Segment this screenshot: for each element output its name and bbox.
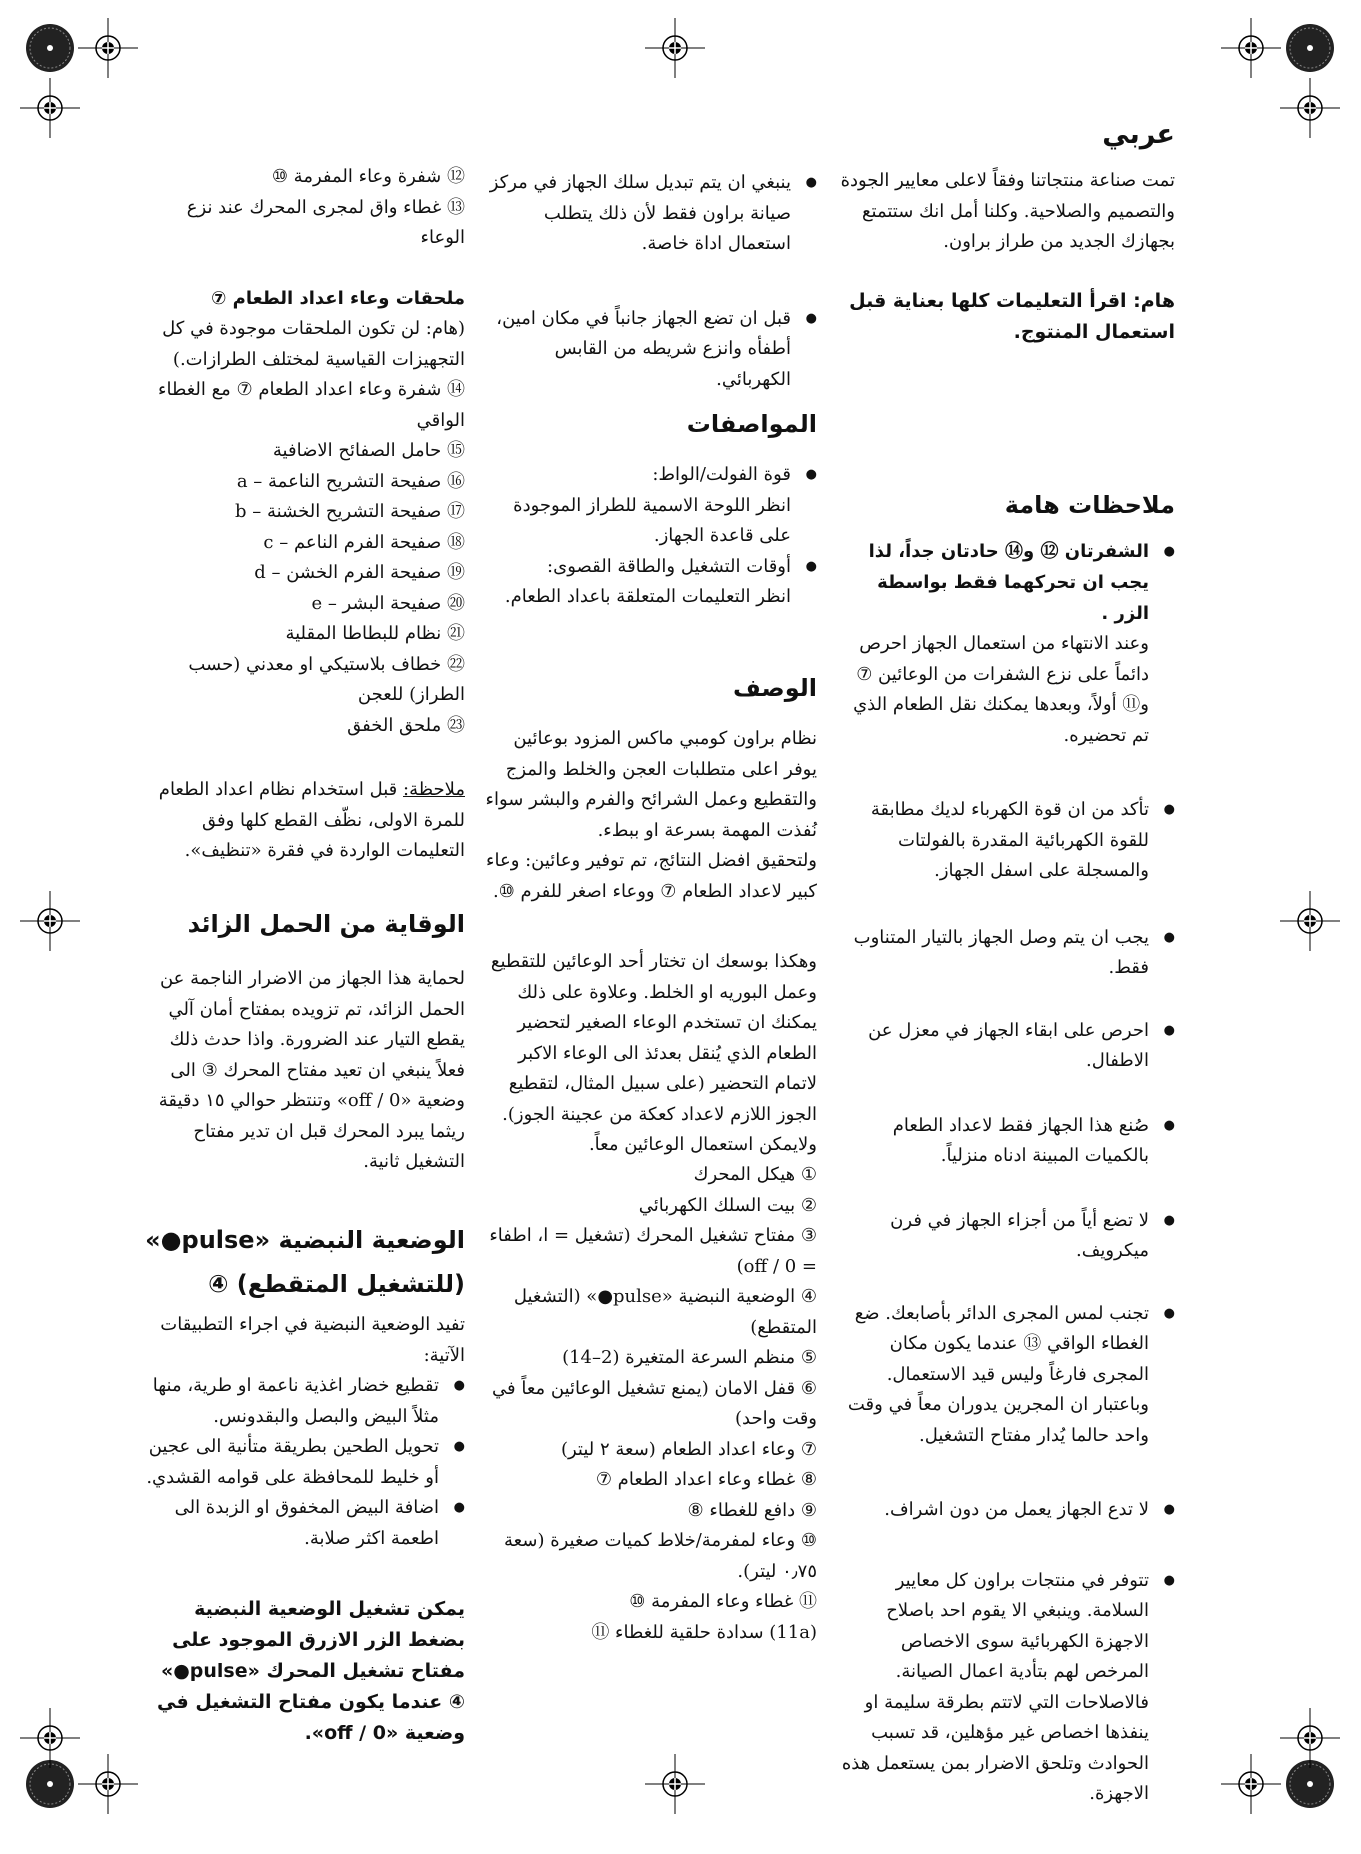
notes-heading: ملاحظات هامة — [1004, 491, 1175, 519]
overload-text: لحماية هذا الجهاز من الاضرار الناجمة عن الحمل الزائد، تم تزويده بمفتاح أمان آلي يقطع التيار عند الضرورة. واذا حدث ذلك فعلاً ينبغي ان تعيد مفتاح المحرك ③ الى وضعية «off / 0» وتنتظر حوالي ١٥ دقيقة ريثما يبرد المحرك قبل ان تدير مفتاح التشغيل ثانية. — [158, 968, 465, 1172]
accessories-note: (هام: لن تكون الملحقات موجودة في كل التجهيزات القياسية لمختلف الطرازات.) — [162, 318, 465, 370]
pulse-intro: تفيد الوضعية النبضية في اجراء التطبيقات الآتية: — [160, 1314, 465, 1366]
overload-heading: الوقاية من الحمل الزائد — [187, 910, 465, 938]
part-item: ⑦ وعاء اعداد الطعام (سعة ٢ ليتر) — [560, 1438, 817, 1460]
storage-note: ● قبل ان تضع الجهاز جانباً في مكان امين، أطفأه وانزع شريطه من القابس الكهربائي. — [482, 304, 817, 396]
accessory-item: ⑱ صفيحة الفرم الناعم – c — [263, 531, 465, 553]
accessory-item: ㉑ نظام للبطاطا المقلية — [285, 623, 465, 644]
note-safety: ● تتوفر في منتجات براون كل معايير السلامة. وينبغي الا يقوم احد باصلاح الاجهزة الكهربائية سوى الاخصاص المرخص لهم بتأدية اعمال الصيانة. فالاصلاحات التي لاتتم بطرقة سليمة او ينفذها اخصاص غير مؤهلين، قد تسبب الحوادث وتلحق الاضرار بمن يستعمل هذه الاجهزة. — [840, 1566, 1175, 1810]
pulse-use: ● تقطيع خضار اغذية ناعمة او طرية، منها مثلاً البيض والبصل والبقدونس. — [140, 1371, 465, 1432]
accessory-item: ⑯ صفيحة التشريح الناعمة – a — [236, 470, 465, 492]
accessory-item: ㉒ خطاف بلاستيكي او معدني (حسب الطراز) للعجن — [188, 653, 465, 705]
part-item: ⑬ غطاء واق لمجرى المحرك عند نزع الوعاء — [186, 196, 465, 248]
pulse-use: ● تحويل الطحين بطريقة متأنية الى عجين أو خليط للمحافظة على قوامه القشدي. — [140, 1432, 465, 1493]
spec-voltage-label: ● قوة الفولت/الواط: — [482, 460, 817, 491]
parts-list-continued — [140, 162, 465, 867]
part-item: ② بيت السلك الكهربائي — [638, 1194, 817, 1216]
part-item: ⑧ غطاء وعاء اعداد الطعام ⑦ — [595, 1469, 817, 1490]
accessory-item: ⑲ صفيحة الفرم الخشن – d — [254, 562, 465, 583]
cord-replacement: ● ينبغي ان يتم تبديل سلك الجهاز في مركز صيانة براون فقط لأن ذلك يتطلب استعمال اداة خاصة. — [482, 168, 817, 260]
intro-text: تمت صناعة منتجاتنا وفقاً لاعلى معايير الجودة والتصميم والصلاحية. وكلنا أمل انك ستتمتع بجهازك الجديد من طراز براون. — [840, 170, 1175, 252]
description-para-3: وهكذا بوسعك ان تختار أحد الوعائين للتقطيع وعمل البوريه او الخلط. وعلاوة على ذلك يمكنك ان تستخدم الوعاء الصغير لتحضير الطعام الذي يُنقل بعدئذ الى الوعاء الاكبر لاتمام التحضير (على سبيل المثال، لتقطيع الجوز اللازم لاعداد كعكة من عجينة الجوز). ولايمكن استعمال الوعائين معاً. — [490, 951, 817, 1155]
important-notice: هام: اقرأ التعليمات كلها بعناية قبل استعمال المنتوج. — [849, 290, 1175, 343]
part-item: ⑨ دافع للغطاء ⑧ — [687, 1499, 817, 1521]
part-item: ⑤ منظم السرعة المتغيرة (2–14) — [562, 1347, 817, 1368]
note-household: ● صُنع هذا الجهاز فقط لاعداد الطعام بالكميات المبينة ادناه منزلياً. — [840, 1111, 1175, 1172]
note-microwave: ● لا تضع أياً من أجزاء الجهاز في فرن ميكرويف. — [840, 1206, 1175, 1267]
page-title: عربي — [1102, 119, 1175, 150]
note-blade-text: وعند الانتهاء من استعمال الجهاز احرص دائماً على نزع الشفرات من الوعائين ⑦ و⑪ أولاً، وبعدها يمكنك نقل الطعام الذي تم تحضيره. — [853, 633, 1149, 746]
part-item: (11a) سدادة حلقية للغطاء ⑪ — [591, 1621, 817, 1643]
accessory-item: ⑰ صفيحة التشريح الخشنة – b — [234, 501, 465, 522]
part-item: ⑪ غطاء وعاء المفرمة ⑩ — [629, 1591, 817, 1612]
pulse-section — [140, 1310, 465, 1749]
description-heading: الوصف — [732, 674, 817, 702]
note-unattended: ● لا تدع الجهاز يعمل من دون اشراف. — [840, 1495, 1175, 1526]
description-para-2: ولتحقيق افضل النتائج، تم توفير وعائين: وعاء كبير لاعداد الطعام ⑦ ووعاء اصغر للفرم ⑩. — [486, 850, 817, 902]
part-item: ⑫ شفرة وعاء المفرمة ⑩ — [271, 166, 465, 187]
description — [482, 724, 817, 1161]
spec-voltage: انظر اللوحة الاسمية للطراز الموجودة على قاعدة الجهاز. — [513, 494, 791, 546]
specs-list — [482, 460, 817, 613]
middle-bullets — [482, 168, 817, 395]
accessories-heading: ملحقات وعاء اعداد الطعام ⑦ — [211, 287, 465, 309]
part-item: ⑩ وعاء لمفرمة/خلاط كميات صغيرة (سعة ٠٫٧٥ ليتر). — [504, 1530, 817, 1582]
specs-heading: المواصفات — [686, 410, 817, 438]
note-drive: ● تجنب لمس المجرى الدائر بأصابعك. ضع الغطاء الواقي ⑬ عندما يكون مكان المجرى فارغاً وليس قيد الاستعمال. وباعتبار ان المجرين يدوران معاً في وقت واحد حالما يُدار مفتاح التشغيل. — [840, 1299, 1175, 1452]
note-children: ● احرص على ابقاء الجهاز في معزل عن الاطفال. — [840, 1016, 1175, 1077]
accessory-item: ⑭ شفرة وعاء اعداد الطعام ⑦ مع الغطاء الواقي — [158, 379, 465, 431]
spec-time: انظر التعليمات المتعلقة باعداد الطعام. — [504, 586, 791, 607]
spec-time-label: ● أوقات التشغيل والطاقة القصوى: — [482, 552, 817, 583]
part-item: ④ الوضعية النبضية «pulse●» (التشغيل المتقطع) — [513, 1286, 817, 1338]
accessory-item: ⑳ صفيحة البشر – e — [311, 592, 465, 614]
note-voltage: ● تأكد من ان قوة الكهرباء لديك مطابقة للقوة الكهربائية المقدرة بالفولتات والمسجلة على اسفل الجهاز. — [840, 795, 1175, 887]
notes-list — [840, 536, 1175, 1810]
part-item: ⑥ قفل الامان (يمنع تشغيل الوعائين معاً في وقت واحد) — [492, 1377, 817, 1429]
note-label: ملاحظة: — [403, 779, 465, 800]
accessory-item: ㉓ ملحق الخفق — [347, 714, 465, 736]
pulse-heading: الوضعية النبضية «pulse●» (للتشغيل المتقطع) ④ — [145, 1226, 465, 1298]
part-item: ① هيكل المحرك — [693, 1164, 817, 1185]
accessory-item: ⑮ حامل الصفائح الاضافية — [272, 440, 465, 461]
note-ac-only: ● يجب ان يتم وصل الجهاز بالتيار المتناوب فقط. — [840, 923, 1175, 984]
note-text: قبل استخدام نظام اعداد الطعام للمرة الاولى، نظّف القطع كلها وفق التعليمات الواردة في فقرة «تنظيف». — [158, 779, 465, 861]
part-item: ③ مفتاح تشغيل المحرك (تشغيل = ا، اطفاء = off / 0) — [489, 1225, 817, 1277]
pulse-instruction: يمكن تشغيل الوضعية النبضية بضغط الزر الازرق الموجود على مفتاح تشغيل المحرك «pulse●» ④ عندما يكون مفتاح التشغيل في وضعية «off / 0». — [157, 1598, 465, 1744]
parts-list — [482, 1160, 817, 1648]
description-para-1: نظام براون كومبي ماكس المزود بوعائين يوفر اعلى متطلبات العجن والخلط والمزج والتقطيع وعمل الشرائح والفرم والبشر سواء نُفذت المهمة بسرعة او ببطء. — [485, 728, 817, 841]
cleaning-note — [140, 775, 465, 867]
note-blade-warning: ● الشفرتان ⑫ و⑭ حادتان جداً، لذا يجب ان تحركهما فقط بواسطة الزر . — [840, 536, 1175, 629]
pulse-use: ● اضافة البيض المخفوق او الزبدة الى اطعمة اكثر صلابة. — [140, 1493, 465, 1554]
